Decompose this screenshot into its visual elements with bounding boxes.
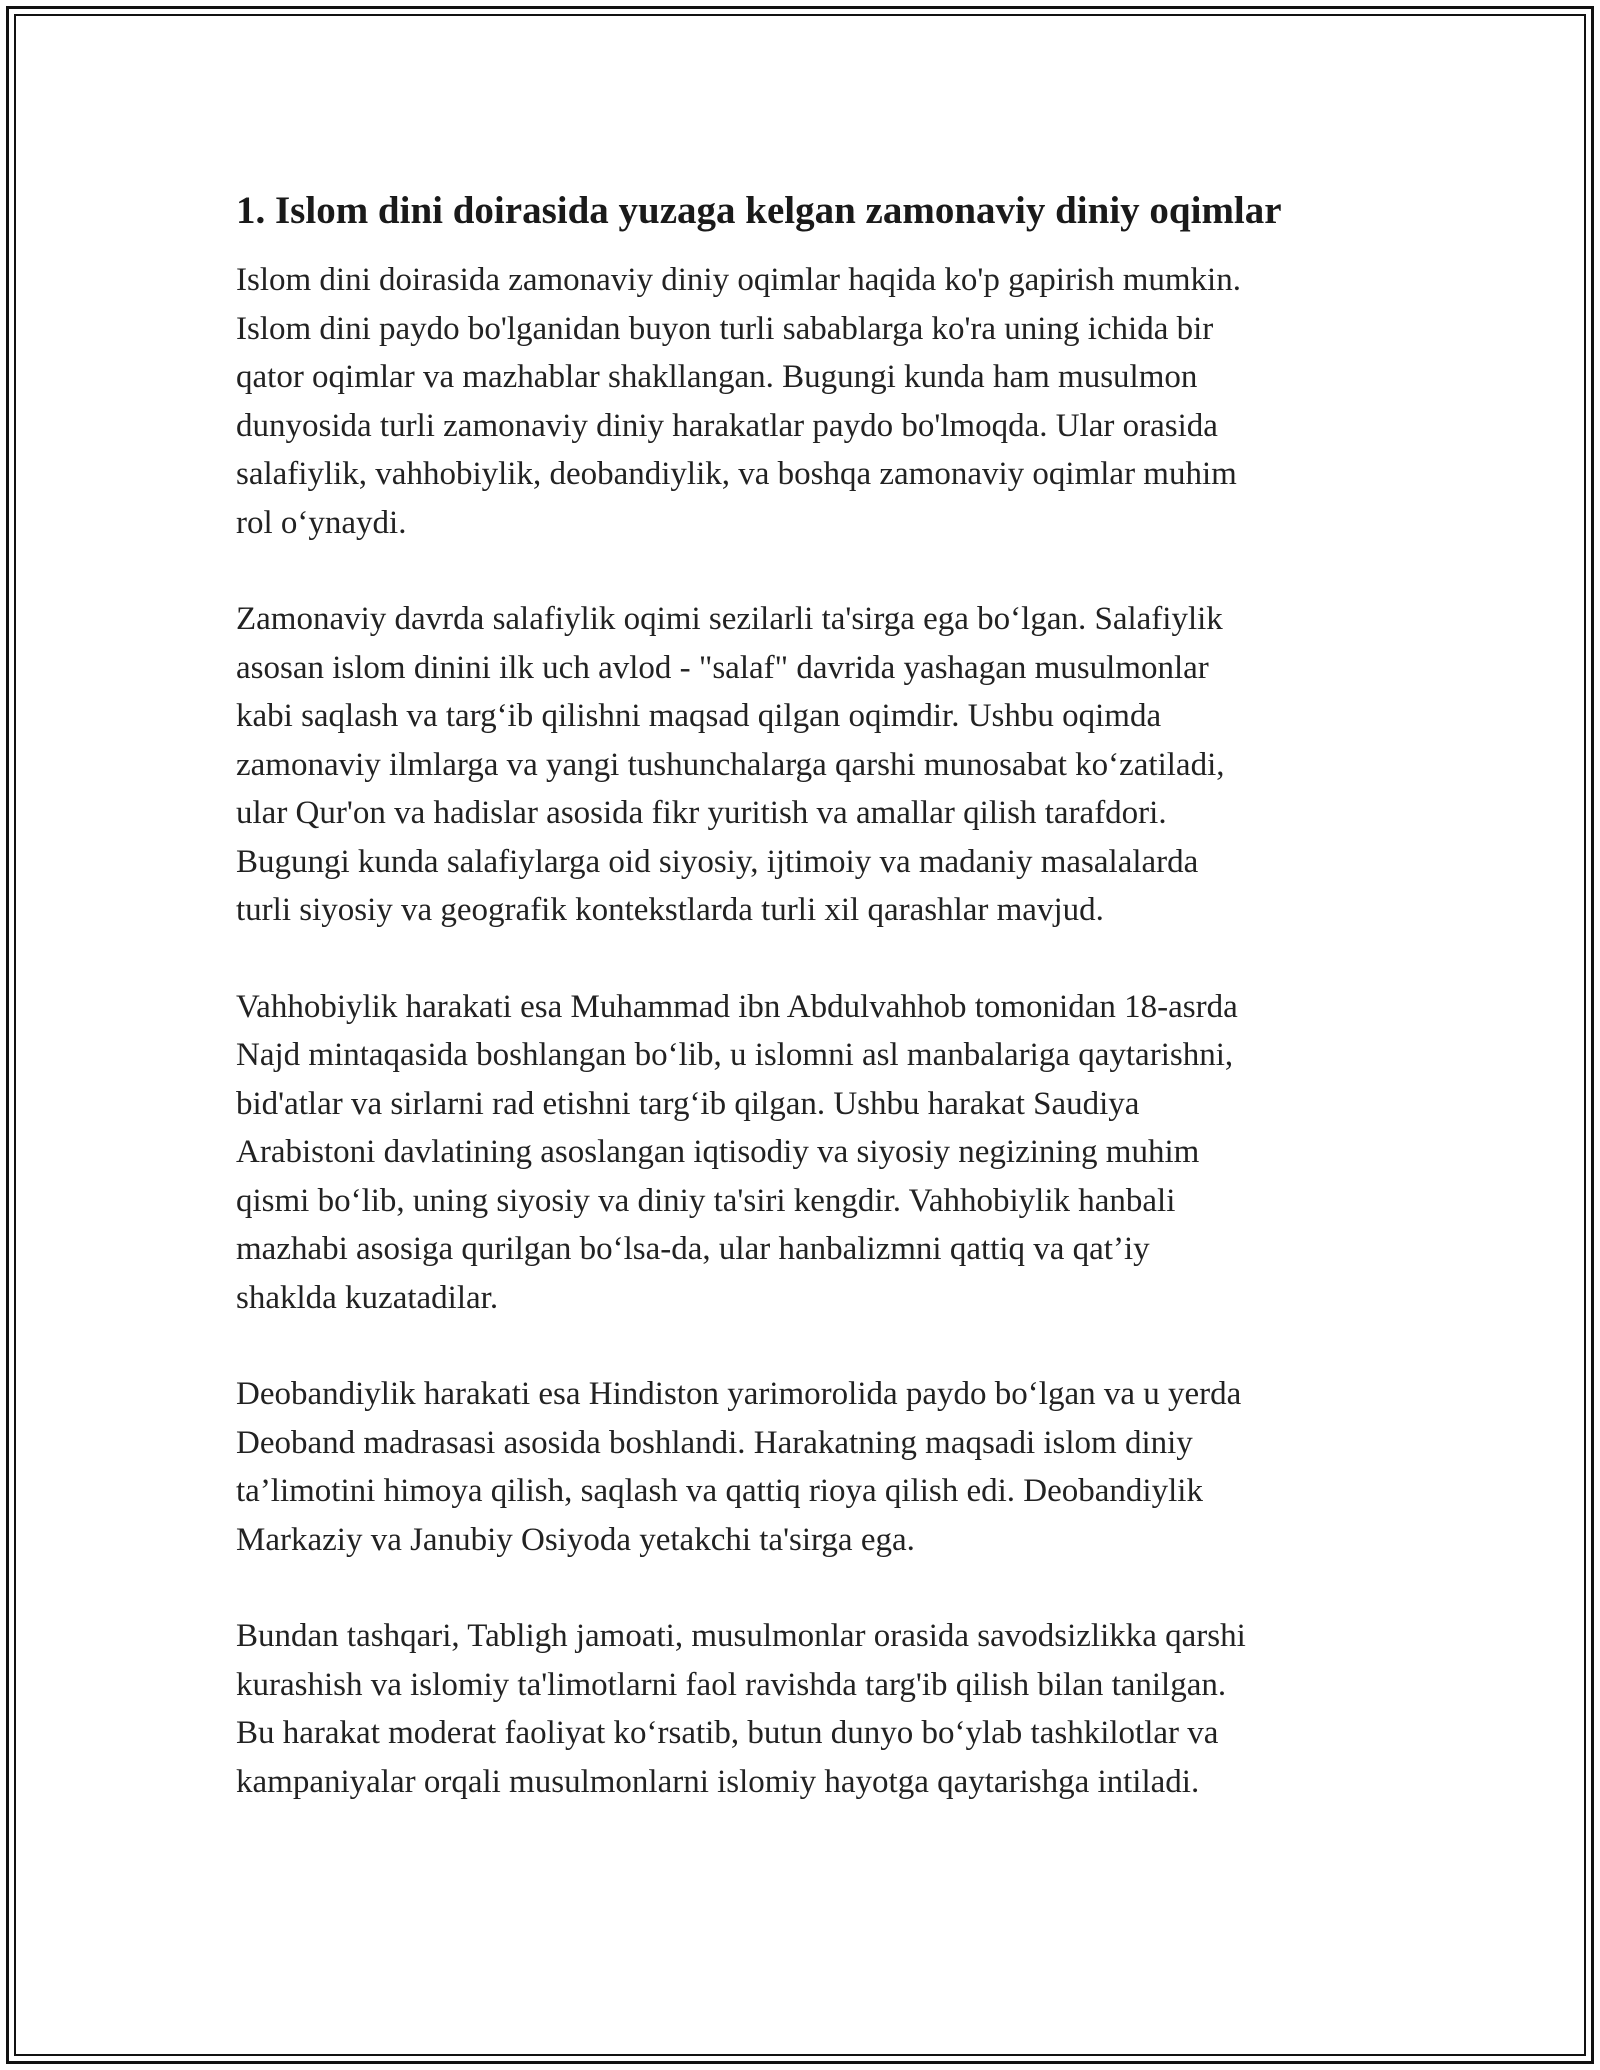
text-line: Bu harakat moderat faoliyat ko‘rsatib, butun dunyo bo‘ylab tashkilotlar va — [236, 1715, 1219, 1751]
text-line: qator oqimlar va mazhablar shakllangan. Bugungi kunda ham musulmon — [236, 359, 1198, 395]
text-line: mazhabi asosiga qurilgan bo‘lsa-da, ular hanbalizmni qattiq va qat’iy — [236, 1231, 1150, 1267]
paragraph-tabligh — [236, 1612, 1366, 1806]
text-line: rol o‘ynaydi. — [236, 504, 407, 541]
text-line: ular Qur'on va hadislar asosida fikr yuritish va amallar qilish tarafdori. — [236, 795, 1167, 831]
text-line: Islom dini paydo bo'lganidan buyon turli sabablarga ko'ra uning ichida bir — [236, 310, 1214, 347]
text-line: Bugungi kunda salafiylarga oid siyosiy, ijtimoiy va madaniy masalalarda — [236, 843, 1199, 880]
text-line: ta’limotini himoya qilish, saqlash va qattiq rioya qilish edi. Deobandiylik — [236, 1473, 1203, 1509]
text-line: Deoband madrasasi asosida boshlandi. Harakatning maqsadi islom diniy — [236, 1424, 1193, 1461]
text-line: Deobandiylik harakati esa Hindiston yarimorolida paydo bo‘lgan va u yerda — [236, 1376, 1242, 1412]
paragraph-vahhobiylik — [236, 983, 1366, 1323]
text-line: kurashish va islomiy ta'limotlarni faol ravishda targ'ib qilish bilan tanilgan. — [236, 1666, 1227, 1703]
text-line: Vahhobiylik harakati esa Muhammad ibn Abdulvahhob tomonidan 18-asrda — [236, 988, 1238, 1025]
text-line: Arabistoni davlatining asoslangan iqtisodiy va siyosiy negizining muhim — [236, 1134, 1200, 1170]
paragraph-salafiylik — [236, 595, 1366, 935]
text-line: Najd mintaqasida boshlangan bo‘lib, u islomni asl manbalariga qaytarishni, — [236, 1037, 1234, 1073]
text-line: bid'atlar va sirlarni rad etishni targ‘ib qilgan. Ushbu harakat Saudiya — [236, 1085, 1140, 1122]
text-line: Markaziy va Janubiy Osiyoda yetakchi ta'sirga ega. — [236, 1521, 915, 1558]
text-line: Zamonaviy davrda salafiylik oqimi sezilarli ta'sirga ega bo‘lgan. Salafiylik — [236, 601, 1223, 637]
section-heading: 1. Islom dini doirasida yuzaga kelgan zamonaviy diniy oqimlar — [236, 189, 1282, 232]
text-line: qismi bo‘lib, uning siyosiy va diniy ta'siri kengdir. Vahhobiylik hanbali — [236, 1182, 1176, 1219]
paragraph-intro — [236, 256, 1366, 547]
text-line: turli siyosiy va geografik kontekstlarda turli xil qarashlar mavjud. — [236, 892, 1104, 928]
text-line: shaklda kuzatadilar. — [236, 1279, 499, 1316]
text-line: Islom dini doirasida zamonaviy diniy oqimlar haqida ko'p gapirish mumkin. — [236, 262, 1241, 298]
text-line: salafiylik, vahhobiylik, deobandiylik, va boshqa zamonaviy oqimlar muhim — [236, 456, 1237, 492]
text-line: dunyosida turli zamonaviy diniy harakatlar paydo bo'lmoqda. Ular orasida — [236, 407, 1218, 444]
text-line: kabi saqlash va targ‘ib qilishni maqsad qilgan oqimdir. Ushbu oqimda — [236, 698, 1162, 734]
document-body — [236, 186, 1366, 1806]
text-line: zamonaviy ilmlarga va yangi tushunchalarga qarshi munosabat ko‘zatiladi, — [236, 746, 1225, 783]
text-line: asosan islom dinini ilk uch avlod - "salaf" davrida yashagan musulmonlar — [236, 649, 1209, 686]
text-line: Bundan tashqari, Tabligh jamoati, musulmonlar orasida savodsizlikka qarshi — [236, 1618, 1246, 1654]
paragraph-deobandiylik — [236, 1370, 1366, 1564]
text-line: kampaniyalar orqali musulmonlarni islomiy hayotga qaytarishga intiladi. — [236, 1763, 1200, 1800]
